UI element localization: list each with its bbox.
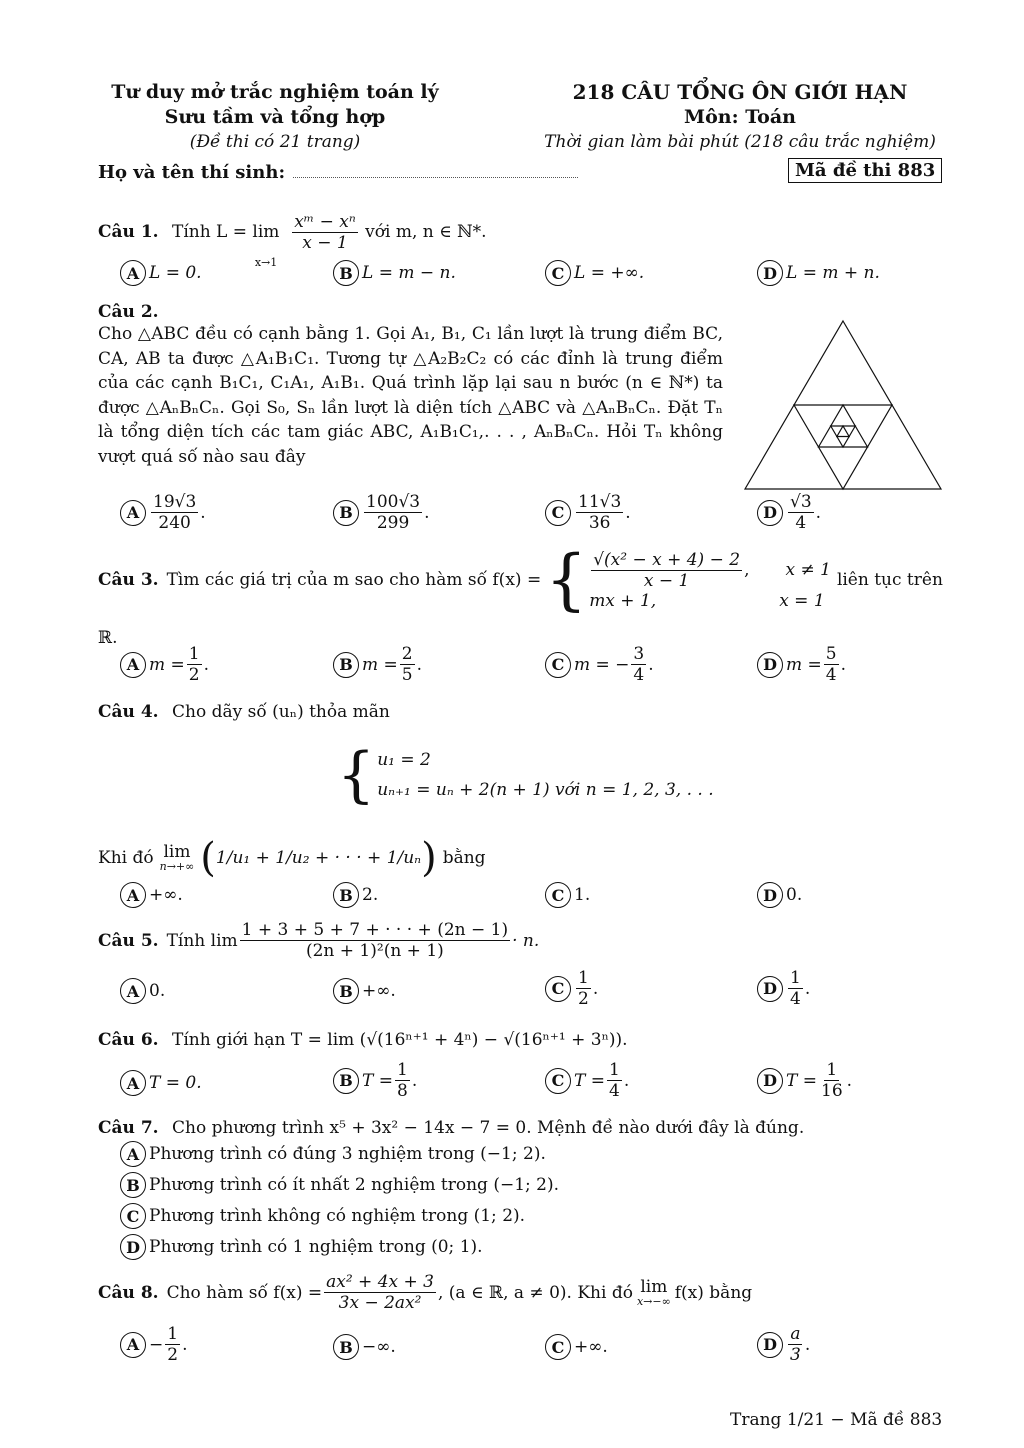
q6-option-d[interactable]: D T = $\frac{1}{16}$ .: [757, 1060, 852, 1101]
time-note: Thời gian làm bài phút (218 câu trắc nghiệm): [544, 132, 936, 152]
q1-text-post: với m, n ∈ ℕ*.: [365, 222, 487, 242]
q4-recurrence-system: { u₁ = 2 uₙ₊₁ = uₙ + 2(n + 1) với n = 1, 2, 3, . . .: [337, 740, 714, 810]
option-letter: C: [120, 1203, 146, 1229]
option-letter: D: [757, 1068, 783, 1094]
q7-option-a[interactable]: A Phương trình có đúng 3 nghiệm trong (−1; 2).: [120, 1141, 546, 1167]
question-2-label: Câu 2.: [98, 302, 159, 322]
q5-option-c[interactable]: C $\frac{1}{2}$ .: [545, 968, 598, 1009]
option-letter: C: [545, 500, 571, 526]
question-8: Câu 8. Cho hàm số f(x) = $\frac{\text{ax² + 4x + 3}}{\text{3x − 2ax²}}$ , (a ∈ ℝ, a ≠ 0). Khi đó lim x→−∞ f(x) bằng: [98, 1272, 753, 1313]
exam-title: 218 CÂU TỔNG ÔN GIỚI HẠN: [572, 80, 908, 104]
question-5: Câu 5. Tính lim $\frac{1 + 3 + 5 + 7 + \cdot \cdot \cdot + (2n - 1)}{\text{(2n + 1)²(n + 1)}}$ · n.: [98, 920, 540, 961]
option-letter: D: [757, 500, 783, 526]
option-letter: A: [120, 1141, 146, 1167]
page-count-note: (Đề thi có 21 trang): [189, 132, 361, 152]
q7-option-b[interactable]: B Phương trình có ít nhất 2 nghiệm trong (−1; 2).: [120, 1172, 559, 1198]
q5-option-d[interactable]: D $\frac{1}{4}$ .: [757, 968, 810, 1009]
student-name-blank[interactable]: [293, 163, 578, 178]
option-letter: B: [333, 500, 359, 526]
option-letter: C: [545, 882, 571, 908]
option-letter: A: [120, 1332, 146, 1358]
collection-subtitle: Sưu tầm và tổng hợp: [164, 106, 386, 128]
q3-option-a[interactable]: A m = $\frac{1}{2}$ .: [120, 644, 209, 685]
question-7: Câu 7. Cho phương trình x⁵ + 3x² − 14x − 7 = 0. Mệnh đề nào dưới đây là đúng.: [98, 1118, 805, 1138]
q4-sum-expression: 1/u₁ + 1/u₂ + · · · + 1/uₙ: [215, 848, 422, 868]
option-letter: A: [120, 882, 146, 908]
option-letter: A: [120, 652, 146, 678]
q1-option-c[interactable]: C L = +∞.: [545, 260, 644, 286]
q2-option-d[interactable]: D $\frac{√3}{4}$ .: [757, 492, 821, 533]
option-letter: A: [120, 260, 146, 286]
question-4: Câu 4. Cho dãy số (uₙ) thỏa mãn: [98, 702, 390, 722]
q8-option-c[interactable]: C +∞.: [545, 1334, 608, 1360]
q6-option-c[interactable]: C T = $\frac{1}{4}$ .: [545, 1060, 629, 1101]
q3-text-end: ℝ.: [98, 628, 118, 648]
option-letter: B: [333, 1068, 359, 1094]
exam-code-box: Mã đề thi 883: [788, 158, 942, 183]
question-3: Câu 3. Tìm các giá trị của m sao cho hàm số f(x) = { $\frac{\text{√(x² − x + 4) − 2}}{x - 1}$ , x ≠ 1 mx + 1, x = 1 liên tục trên: [98, 541, 943, 618]
option-letter: C: [545, 1334, 571, 1360]
option-letter: B: [120, 1172, 146, 1198]
q3-option-d[interactable]: D m = $\frac{5}{4}$ .: [757, 644, 846, 685]
q2-option-a[interactable]: A $\frac{19√3}{240}$ .: [120, 492, 206, 533]
q1-lim-sub: x→1: [254, 256, 278, 269]
q3-piecewise: { $\frac{\text{√(x² − x + 4) − 2}}{x - 1}$ , x ≠ 1 mx + 1, x = 1: [545, 541, 831, 618]
question-1: [98, 212, 487, 269]
page-footer: Trang 1/21 − Mã đề 883: [730, 1410, 943, 1430]
student-name-row: [98, 162, 578, 183]
q4-limit-line: Khi đó lim n→+∞ ( 1/u₁ + 1/u₂ + · · · + 1/uₙ ) bằng: [98, 835, 486, 881]
q5-option-b[interactable]: B +∞.: [333, 978, 396, 1004]
option-letter: A: [120, 1070, 146, 1096]
school-title: Tư duy mở trắc nghiệm toán lý: [111, 81, 439, 103]
q6-option-b[interactable]: B T = $\frac{1}{8}$ .: [333, 1060, 417, 1101]
nested-triangles-figure: [742, 318, 944, 494]
option-letter: D: [120, 1234, 146, 1260]
q3-text-pre: Tìm các giá trị của m sao cho hàm số f(x) =: [166, 570, 542, 590]
q4-option-d[interactable]: D 0.: [757, 882, 802, 908]
q4-option-b[interactable]: B 2.: [333, 882, 378, 908]
option-letter: B: [333, 882, 359, 908]
option-letter: D: [757, 882, 783, 908]
q3-option-c[interactable]: C m = − $\frac{3}{4}$ .: [545, 644, 654, 685]
subject: Môn: Toán: [684, 106, 796, 128]
q5-fraction: $\frac{1 + 3 + 5 + 7 + \cdot \cdot \cdot + (2n - 1)}{\text{(2n + 1)²(n + 1)}}$: [241, 920, 509, 961]
q4-option-a[interactable]: A +∞.: [120, 882, 183, 908]
option-letter: D: [757, 976, 783, 1002]
q8-option-b[interactable]: B −∞.: [333, 1334, 396, 1360]
q1-fraction: $\frac{\text{xᵐ − xⁿ}}{x - 1}$: [294, 212, 356, 253]
triangle-a4b4c4: [837, 426, 849, 437]
option-letter: C: [545, 652, 571, 678]
q1-option-b[interactable]: B L = m − n.: [333, 260, 456, 286]
q2-option-c[interactable]: C $\frac{11√3}{36}$ .: [545, 492, 631, 533]
option-letter: B: [333, 260, 359, 286]
q8-fraction: $\frac{\text{ax² + 4x + 3}}{\text{3x − 2ax²}}$: [326, 1272, 434, 1313]
q3-option-b[interactable]: B m = $\frac{2}{5}$ .: [333, 644, 422, 685]
q8-option-d[interactable]: D $\frac{a}{3}$ .: [757, 1324, 810, 1365]
option-letter: B: [333, 652, 359, 678]
option-letter: B: [333, 978, 359, 1004]
option-letter: D: [757, 652, 783, 678]
student-name-label: Họ và tên thí sinh:: [98, 162, 286, 183]
option-letter: D: [757, 1332, 783, 1358]
option-letter: C: [545, 260, 571, 286]
q7-option-d[interactable]: D Phương trình có 1 nghiệm trong (0; 1).: [120, 1234, 483, 1260]
q4-option-c[interactable]: C 1.: [545, 882, 590, 908]
header-left: [90, 80, 460, 155]
q8-option-a[interactable]: A − $\frac{1}{2}$ .: [120, 1324, 187, 1365]
q2-option-b[interactable]: B $\frac{100√3}{299}$ .: [333, 492, 430, 533]
header-right: [520, 80, 960, 155]
q6-option-a[interactable]: A T = 0.: [120, 1070, 202, 1096]
q5-option-a[interactable]: A 0.: [120, 978, 165, 1004]
q1-option-a[interactable]: A L = 0.: [120, 260, 202, 286]
question-2-text: Cho △ABC đều có cạnh bằng 1. Gọi A₁, B₁, C₁ lần lượt là trung điểm BC, CA, AB ta được △A₁B₁C₁. Tương tự △A₂B₂C₂ có các đỉnh là trung điểm của các cạnh B₁C₁, C₁A₁, A₁B₁. Quá trình lặp lại sau n bước (n ∈ ℕ*) ta được △AₙBₙCₙ. Gọi S₀, Sₙ lần lượt là diện tích △ABC và △AₙBₙCₙ. Đặt Tₙ là tổng diện tích các tam giác ABC, A₁B₁C₁,. . . , AₙBₙCₙ. Hỏi Tₙ không vượt quá số nào sau đây: [98, 324, 723, 467]
q3-text-post: liên tục trên: [836, 570, 943, 590]
q1-text-pre: Tính L = lim: [171, 222, 280, 242]
option-letter: A: [120, 500, 146, 526]
option-letter: C: [545, 976, 571, 1002]
option-letter: B: [333, 1334, 359, 1360]
q1-option-d[interactable]: D L = m + n.: [757, 260, 880, 286]
option-letter: D: [757, 260, 783, 286]
option-letter: C: [545, 1068, 571, 1094]
question-6: Câu 6. Tính giới hạn T = lim (√(16ⁿ⁺¹ + 4ⁿ) − √(16ⁿ⁺¹ + 3ⁿ)).: [98, 1030, 628, 1050]
option-letter: A: [120, 978, 146, 1004]
question-label: Câu 1.: [98, 222, 159, 242]
q7-option-c[interactable]: C Phương trình không có nghiệm trong (1; 2).: [120, 1203, 525, 1229]
